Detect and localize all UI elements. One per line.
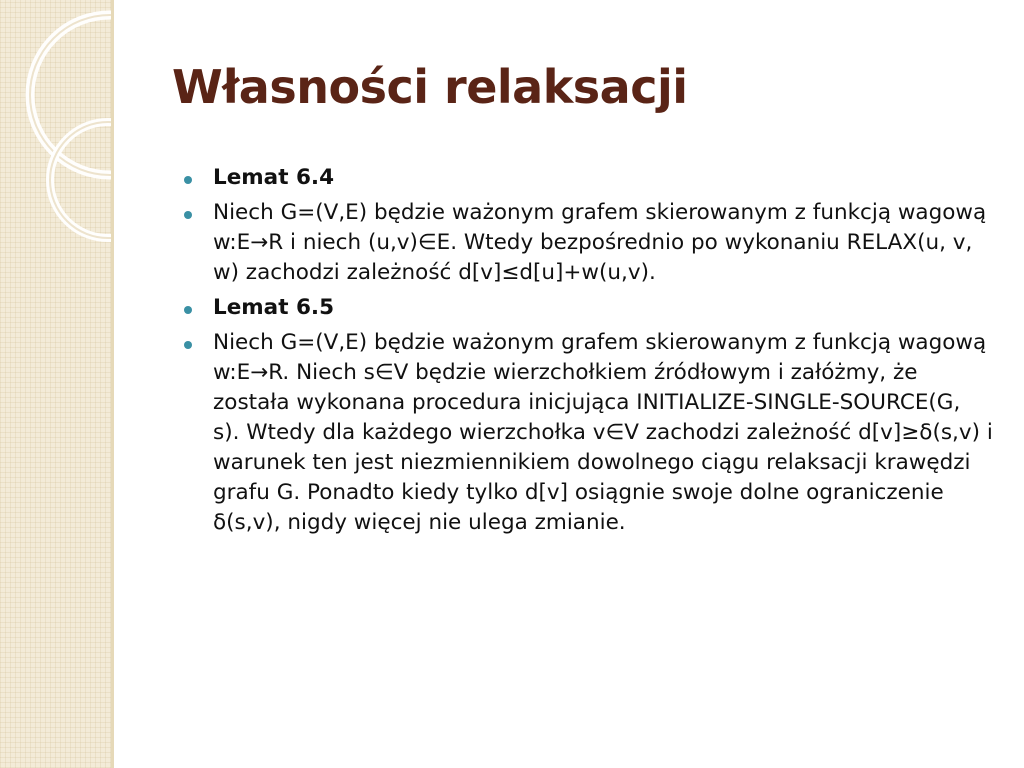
bullet-dot-icon (184, 341, 192, 349)
decorative-rings-icon (0, 0, 114, 768)
lemma-6-5-statement (178, 328, 993, 538)
bullet-dot-icon (184, 306, 192, 314)
bullet-text: Lemat 6.5 (213, 295, 335, 320)
left-decorative-band (0, 0, 114, 768)
slide-content-list (178, 163, 993, 543)
bullet-dot-icon (184, 176, 192, 184)
slide-title: Własności relaksacji (172, 60, 688, 114)
lemma-6-4-heading (178, 163, 993, 193)
lemma-6-4-statement (178, 198, 993, 288)
bullet-text: Niech G=(V,E) będzie ważonym grafem skierowanym z funkcją wagową w:E→R. Niech s∈V będzie wierzchołkiem źródłowym i załóżmy, że została wykonana procedura inicjująca INITIALIZE-SINGLE-SOURCE(G, s). Wtedy dla każdego wierzchołka v∈V zachodzi zależność d[v]≥δ(s,v) i warunek ten jest niezmiennikiem dowolnego ciągu relaksacji krawędzi grafu G. Ponadto kiedy tylko d[v] osiągnie swoje dolne ograniczenie δ(s,v), nigdy więcej nie ulega zmianie. (213, 330, 993, 535)
bullet-text: Niech G=(V,E) będzie ważonym grafem skierowanym z funkcją wagową w:E→R i niech (u,v)∈E. Wtedy bezpośrednio po wykonaniu RELAX(u, v, w) zachodzi zależność d[v]≤d[u]+w(u,v). (213, 200, 987, 285)
bullet-text: Lemat 6.4 (213, 165, 335, 190)
bullet-dot-icon (184, 211, 192, 219)
lemma-6-5-heading (178, 293, 993, 323)
band-edge-divider (111, 0, 114, 768)
